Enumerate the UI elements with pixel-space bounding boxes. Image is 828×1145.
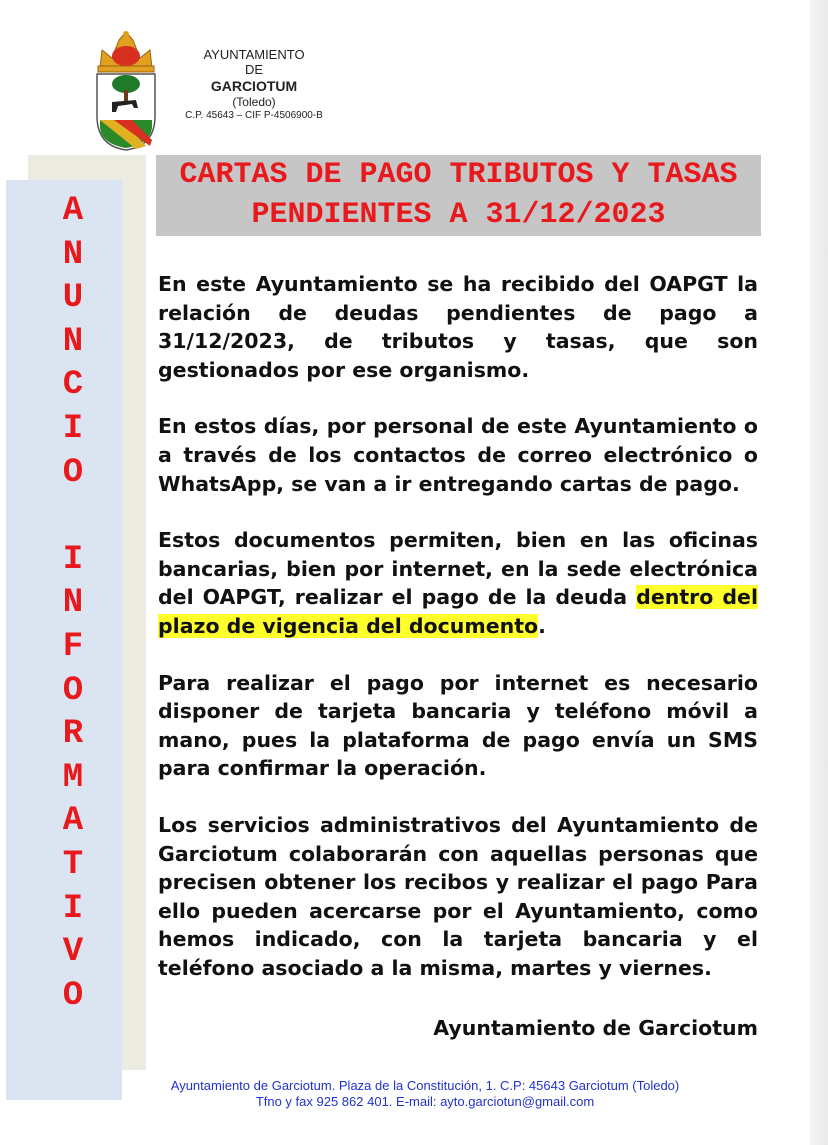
signature: Ayuntamiento de Garciotum — [433, 1016, 758, 1040]
title-line-1: CARTAS DE PAGO TRIBUTOS Y TASAS — [179, 158, 738, 192]
header-province: (Toledo) — [232, 95, 276, 109]
paragraph-3 — [158, 526, 758, 640]
vertical-letter: C — [62, 366, 84, 405]
highlighted-validity-text: dentro del plazo de vigencia del documento — [158, 585, 758, 638]
page-edge-shadow — [810, 0, 828, 1145]
header-line-ayuntamiento: AYUNTAMIENTO — [203, 47, 305, 62]
title-box — [156, 155, 761, 236]
vertical-letter: R — [62, 715, 84, 754]
vertical-letter: F — [62, 627, 84, 666]
vertical-anuncio-informativo — [44, 190, 102, 1018]
paragraph-5: Los servicios administrativos del Ayuntamiento de Garciotum colaborarán con aquellas personas que precisen obtener los recibos y realizar el pago Para ello pueden acercarse por el Ayuntamiento, como hemos indicado, con la tarjeta bancaria y el teléfono asociado a la misma, martes y viernes. — [158, 812, 758, 980]
header-line-de: DE — [244, 62, 264, 77]
notice-body — [158, 270, 758, 1010]
vertical-letter: U — [62, 279, 84, 318]
vertical-letter: N — [62, 322, 84, 361]
vertical-letter: A — [62, 802, 84, 841]
paragraph-3-end: . — [538, 613, 546, 638]
header-codes: C.P. 45643 – CIF P-4506900-B — [185, 110, 323, 121]
municipality-header — [168, 47, 340, 123]
vertical-letter: I — [62, 540, 84, 579]
title-line-2: PENDIENTES A 31/12/2023 — [251, 198, 666, 232]
header-municipality-name: GARCIOTUM — [210, 78, 298, 94]
vertical-letter: I — [62, 409, 84, 448]
vertical-letter: T — [62, 845, 84, 884]
vertical-letter: O — [62, 671, 84, 710]
vertical-letter: O — [62, 453, 84, 492]
vertical-letter: M — [62, 758, 84, 797]
footer-address: Ayuntamiento de Garciotum. Plaza de la Constitución, 1. C.P: 45643 Garciotum (Toledo) — [170, 1078, 680, 1093]
coat-of-arms-logo — [92, 28, 160, 152]
vertical-letter: A — [62, 192, 84, 230]
vertical-letter: N — [62, 584, 84, 623]
vertical-letter: V — [62, 933, 84, 972]
vertical-letter: N — [62, 235, 84, 274]
vertical-letter: O — [62, 976, 84, 1015]
paragraph-4: Para realizar el pago por internet es necesario disponer de tarjeta bancaria y teléfono móvil a mano, pues la plataforma de pago envía un SMS para confirmar la operación. — [158, 670, 758, 781]
paragraph-3-start: Estos documentos permiten, bien en las oficinas bancarias, bien por internet, en la sede electrónica del OAPGT, realizar el pago de la deuda — [158, 528, 758, 610]
paragraph-2: En estos días, por personal de este Ayuntamiento o a través de los contactos de correo electrónico o WhatsApp, se van a ir entregando cartas de pago. — [158, 414, 758, 496]
vertical-letter: I — [62, 889, 84, 928]
footer-phone-email: Tfno y fax 925 862 401. E-mail: ayto.garciotun@gmail.com — [255, 1094, 595, 1109]
paragraph-1: En este Ayuntamiento se ha recibido del OAPGT la relación de deudas pendientes de pago a 31/12/2023, de tributos y tasas, que son gestionados por ese organismo. — [158, 272, 758, 382]
footer-contact — [130, 1078, 720, 1110]
vertical-letter — [44, 495, 102, 539]
